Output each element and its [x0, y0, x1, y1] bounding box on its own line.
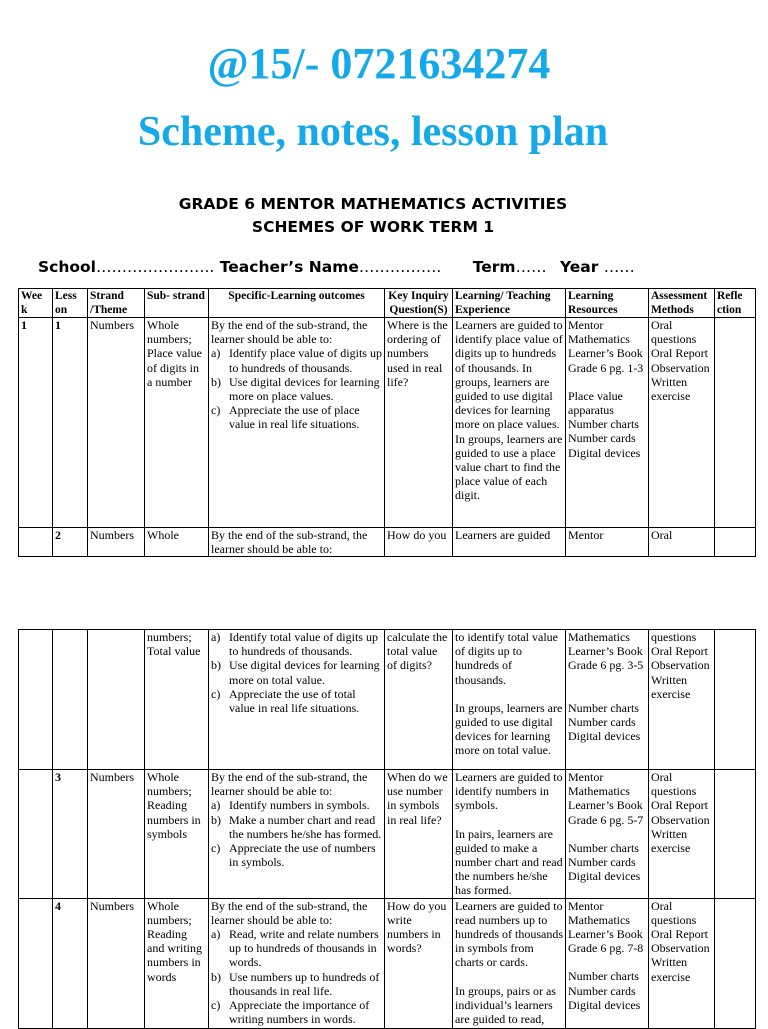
outcomes-intro: By the end of the sub-strand, the learner should be able to:: [211, 318, 368, 347]
outcomes-list: [211, 630, 382, 715]
header-reflection: Refle ction: [715, 289, 756, 318]
inquiry-cell: How do you: [385, 528, 453, 557]
experience-part-2: In groups, pairs or as individual’s learners are guided to read,: [455, 983, 556, 1027]
outcomes-list: [211, 346, 382, 431]
outcomes-cell: By the end of the sub-strand, the learner should be able to:: [209, 528, 385, 557]
resources-extra: Number charts Number cards Digital devices: [568, 969, 641, 1012]
outcome-item: b) Make a number chart and read the numbers he/she has formed.: [211, 812, 382, 841]
resources-cell: [566, 770, 649, 899]
lesson-cell: [53, 630, 88, 770]
teacher-label: Teacher’s Name: [219, 258, 359, 276]
resources-extra: Place value apparatus Number charts Number cards Digital devices: [568, 388, 641, 460]
outcome-item: c) Appreciate the importance of writing numbers in words.: [211, 998, 370, 1027]
school-blank: …………………..: [96, 258, 215, 276]
teacher-blank: …………….: [358, 258, 442, 276]
assessment-cell: questions Oral Report Observation Written exercise: [649, 630, 715, 770]
outcome-item: a) Identify total value of digits up to hundreds of thousands.: [211, 630, 378, 659]
assessment-cell: Oral questions Oral Report Observation Written exercise: [649, 898, 715, 1028]
outcomes-list: [211, 798, 382, 869]
reflection-cell[interactable]: [715, 528, 756, 557]
resources-main: Mentor Mathematics Learner’s Book Grade 6 pg. 7-8: [568, 898, 644, 956]
week-cell: [19, 770, 53, 899]
lesson-cell: 4: [53, 898, 88, 1028]
reflection-cell[interactable]: [715, 318, 756, 528]
lesson-cell: 1: [53, 318, 88, 528]
year-blank: ……: [603, 258, 635, 276]
header-inquiry: Key Inquiry Question(S): [385, 289, 453, 318]
reflection-cell[interactable]: [715, 898, 756, 1028]
lesson-cell: 3: [53, 770, 88, 899]
experience-cell: [453, 630, 566, 770]
outcome-item: b) Use numbers up to hundreds of thousands in real life.: [211, 969, 380, 998]
resources-main: Mentor Mathematics Learner’s Book Grade 6 pg. 1-3: [568, 318, 644, 375]
outcomes-cell: [209, 770, 385, 899]
strand-cell: Numbers: [88, 318, 145, 528]
table-row: [19, 898, 756, 1028]
outcome-item: a) Identify numbers in symbols.: [211, 798, 370, 813]
school-label: School: [38, 258, 96, 276]
experience-cell: [453, 898, 566, 1028]
experience-part-1: Learners are guided to read numbers up to hundreds of thousands in symbols from charts or cards.: [455, 898, 563, 970]
assessment-cell: Oral questions Oral Report Observation Written exercise: [649, 318, 715, 528]
outcomes-list: [211, 927, 382, 1026]
week-cell: [19, 528, 53, 557]
strand-cell: Numbers: [88, 770, 145, 899]
header-week: Wee k: [19, 289, 53, 318]
outcomes-intro: By the end of the sub-strand, the learner should be able to:: [211, 770, 368, 799]
resources-cell: [566, 898, 649, 1028]
assessment-cell: Oral: [649, 528, 715, 557]
experience-part-1: to identify total value of digits up to hundreds of thousands.: [455, 630, 558, 687]
inquiry-cell: When do we use number in symbols in real life?: [385, 770, 453, 899]
table-row: [19, 770, 756, 899]
outcome-item: c) Appreciate the use of place value in real life situations.: [211, 403, 360, 432]
strand-cell: Numbers: [88, 528, 145, 557]
lesson-cell: 2: [53, 528, 88, 557]
experience-part-2: In groups, learners are guided to use digital devices for learning more on total value.: [455, 700, 563, 758]
resources-main: Mathematics Learner’s Book Grade 6 pg. 3-5: [568, 630, 644, 673]
table-row: [19, 318, 756, 528]
experience-part-2: In pairs, learners are guided to make a number chart and read the numbers he/she has formed.: [455, 826, 563, 898]
strand-cell: Numbers: [88, 898, 145, 1028]
resources-cell: [566, 318, 649, 528]
experience-part-1: Learners are guided to identify numbers in symbols.: [455, 770, 563, 813]
header-resources: Learning Resources: [566, 289, 649, 318]
experience-cell: [453, 770, 566, 899]
sub-strand-cell: Whole numbers; Reading numbers in symbols: [145, 770, 209, 899]
sub-strand-cell: numbers; Total value: [145, 630, 209, 770]
scheme-table-page-1: [18, 288, 756, 557]
header-fields-line: [38, 258, 738, 276]
header-lesson: Less on: [53, 289, 88, 318]
sub-strand-cell: Whole numbers; Place value of digits in a number: [145, 318, 209, 528]
header-strand: Strand /Theme: [88, 289, 145, 318]
table-row: [19, 528, 756, 557]
week-cell: [19, 898, 53, 1028]
resources-extra: Number charts Number cards Digital devices: [568, 700, 641, 744]
outcome-item: a) Read, write and relate numbers up to hundreds of thousands in words.: [211, 927, 379, 970]
scheme-table-page-2: [18, 629, 756, 1029]
header-assessment: Assessment Methods: [649, 289, 715, 318]
strand-cell: [88, 630, 145, 770]
week-cell: 1: [19, 318, 53, 528]
header-sub-strand: Sub- strand: [145, 289, 209, 318]
header-outcomes: Specific-Learning outcomes: [209, 289, 385, 318]
document-title: GRADE 6 MENTOR MATHEMATICS ACTIVITIES: [178, 195, 568, 213]
header-experience: Learning/ Teaching Experience: [453, 289, 566, 318]
outcome-item: b) Use digital devices for learning more on total value.: [211, 658, 380, 687]
reflection-cell[interactable]: [715, 630, 756, 770]
reflection-cell[interactable]: [715, 770, 756, 899]
document-subtitle: SCHEMES OF WORK TERM 1: [251, 218, 495, 236]
resources-cell: [566, 630, 649, 770]
promo-phone-number: @15/- 0721634274: [207, 39, 551, 88]
assessment-cell: Oral questions Oral Report Observation Written exercise: [649, 770, 715, 899]
promo-tagline: Scheme, notes, lesson plan: [137, 109, 609, 155]
term-label: Term: [472, 258, 516, 276]
term-blank: ……: [515, 258, 547, 276]
resources-cell: Mentor: [566, 528, 649, 557]
outcomes-cell: [209, 318, 385, 528]
inquiry-cell: calculate the total value of digits?: [385, 630, 453, 770]
experience-cell: Learners are guided to identify place value of digits up to hundreds of thousands. In groups, learners are guided to use digital devices for learning more on place values. In groups, learners are guided to use a place value chart to find the place value of each digit.: [453, 318, 566, 528]
year-label: Year: [559, 258, 599, 276]
outcomes-cell: [209, 898, 385, 1028]
outcome-item: c) Appreciate the use of total value in real life situations.: [211, 686, 360, 716]
outcome-item: b) Use digital devices for learning more on place values.: [211, 374, 380, 404]
sub-strand-cell: Whole numbers; Reading and writing numbers in words: [145, 898, 209, 1028]
experience-cell: Learners are guided: [453, 528, 566, 557]
outcome-item: c) Appreciate the use of numbers in symbols.: [211, 841, 376, 870]
resources-extra: Number charts Number cards Digital devices: [568, 840, 641, 884]
table-header-row: [19, 289, 756, 318]
table-row: [19, 630, 756, 770]
inquiry-cell: Where is the ordering of numbers used in real life?: [385, 318, 453, 528]
inquiry-cell: How do you write numbers in words?: [385, 898, 453, 1028]
week-cell: [19, 630, 53, 770]
sub-strand-cell: Whole: [145, 528, 209, 557]
outcome-item: a) Identify place value of digits up to hundreds of thousands.: [211, 346, 382, 375]
outcomes-intro: By the end of the sub-strand, the learner should be able to:: [211, 898, 368, 927]
resources-main: Mentor Mathematics Learner’s Book Grade 6 pg. 5-7: [568, 770, 644, 827]
outcomes-cell: [209, 630, 385, 770]
